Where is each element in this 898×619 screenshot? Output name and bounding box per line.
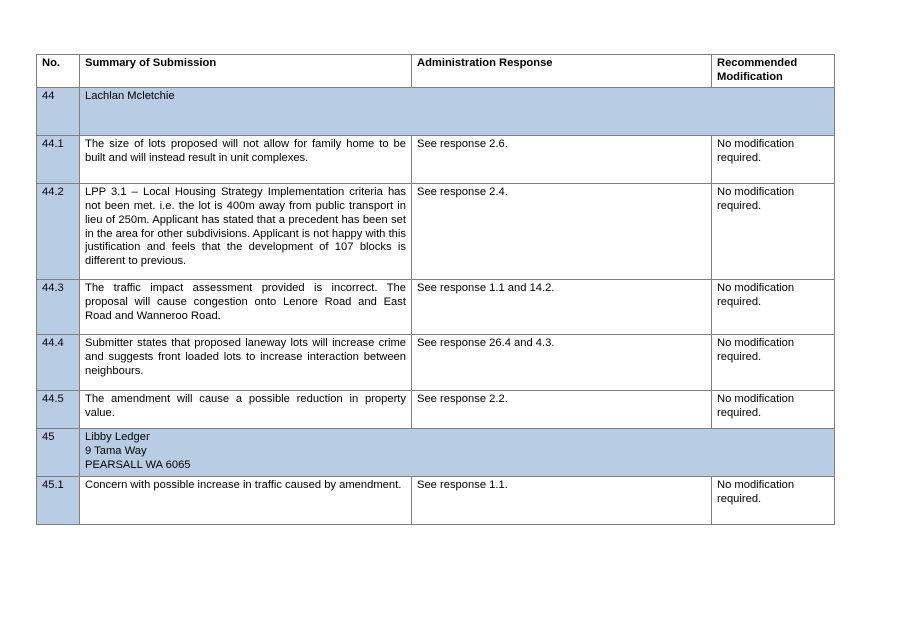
response-cell: See response 1.1. xyxy=(412,477,712,525)
table-row xyxy=(37,280,835,335)
modification-cell: No modification required. xyxy=(712,477,835,525)
table-row xyxy=(37,477,835,525)
header-modification: Recommended Modification xyxy=(712,55,835,88)
table-row xyxy=(37,391,835,429)
submitter-row xyxy=(37,429,835,477)
item-number: 44.4 xyxy=(37,335,80,391)
submitter-street: 9 Tama Way xyxy=(85,445,147,458)
submitter-details xyxy=(80,429,835,477)
header-response: Administration Response xyxy=(412,55,712,88)
response-cell: See response 2.2. xyxy=(412,391,712,429)
modification-cell: No modification required. xyxy=(712,280,835,335)
item-number: 45.1 xyxy=(37,477,80,525)
response-cell: See response 2.6. xyxy=(412,136,712,184)
submitter-details xyxy=(80,88,835,136)
submitter-suburb: PEARSALL WA 6065 xyxy=(85,458,191,471)
table-header-row xyxy=(37,55,835,88)
summary-cell: The size of lots proposed will not allow for family home to be built and will instead result in unit complexes. xyxy=(80,136,412,184)
summary-cell: Concern with possible increase in traffic caused by amendment. xyxy=(80,477,412,525)
summary-cell: Submitter states that proposed laneway lots will increase crime and suggests front loaded lots to increase interaction between neighbours. xyxy=(80,335,412,391)
table-row xyxy=(37,335,835,391)
response-cell: See response 2.4. xyxy=(412,184,712,280)
submitter-name: Libby Ledger xyxy=(85,431,150,444)
submitter-name: Lachlan Mcletchie xyxy=(85,90,175,103)
header-no: No. xyxy=(37,55,80,88)
modification-cell: No modification required. xyxy=(712,136,835,184)
item-number: 44.1 xyxy=(37,136,80,184)
response-cell: See response 1.1 and 14.2. xyxy=(412,280,712,335)
modification-cell: No modification required. xyxy=(712,335,835,391)
submitter-number: 45 xyxy=(37,429,80,477)
submitter-number: 44 xyxy=(37,88,80,136)
header-summary: Summary of Submission xyxy=(80,55,412,88)
table-row xyxy=(37,136,835,184)
submissions-table xyxy=(36,54,835,525)
modification-cell: No modification required. xyxy=(712,391,835,429)
item-number: 44.5 xyxy=(37,391,80,429)
item-number: 44.2 xyxy=(37,184,80,280)
item-number: 44.3 xyxy=(37,280,80,335)
submitter-row xyxy=(37,88,835,136)
summary-cell: The amendment will cause a possible reduction in property value. xyxy=(80,391,412,429)
table-row xyxy=(37,184,835,280)
response-cell: See response 26.4 and 4.3. xyxy=(412,335,712,391)
summary-cell: The traffic impact assessment provided is incorrect. The proposal will cause congestion onto Lenore Road and East Road and Wanneroo Road. xyxy=(80,280,412,335)
summary-cell: LPP 3.1 – Local Housing Strategy Implementation criteria has not been met. i.e. the lot is 400m away from public transport in lieu of 250m. Applicant has stated that a precedent has been set in the area for other subdivisions. Applicant is not happy with this justification and feels that the development of 107 blocks is different to previous. xyxy=(80,184,412,280)
modification-cell: No modification required. xyxy=(712,184,835,280)
